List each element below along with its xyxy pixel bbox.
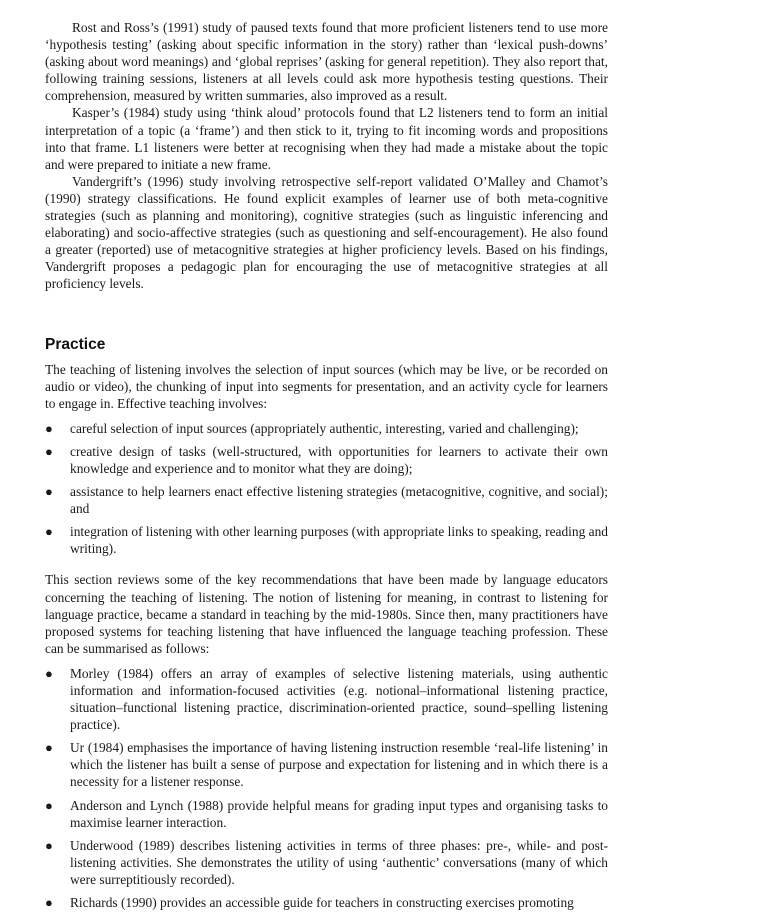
list-item — [45, 739, 608, 790]
effective-teaching-list — [45, 420, 608, 558]
bullet-icon: ● — [45, 420, 53, 436]
paragraph-kasper: Kasper’s (1984) study using ‘think aloud’ protocols found that L2 listeners tend to form an initial interpretation of a topic (a ‘frame’) and then stick to it, trying to fit incoming words and propositions into that frame. L1 listeners were better at recognising when they had made a mistake about the topic and were prepared to initiate a new frame. — [45, 105, 608, 172]
list-item-text: integration of listening with other learning purposes (with appropriate links to speaking, reading and writing). — [70, 524, 608, 557]
list-item-text: assistance to help learners enact effective listening strategies (metacognitive, cognitive, and social); and — [70, 484, 608, 517]
recommendations-list — [45, 665, 608, 911]
list-item-text: Anderson and Lynch (1988) provide helpful means for grading input types and organising tasks to maximise learner interaction. — [70, 797, 608, 830]
list-item-text: Underwood (1989) describes listening activities in terms of three phases: pre-, while- and post-listening activities. She demonstrates the utility of using ‘authentic’ conversations (many of which were surreptitiously recorded). — [70, 837, 608, 887]
bullet-icon: ● — [45, 665, 53, 681]
list-item — [45, 797, 608, 831]
list-item — [45, 837, 608, 888]
paragraph-rost-ross: Rost and Ross’s (1991) study of paused texts found that more proficient listeners tend to use more ‘hypothesis testing’ (asking about specific information in the story) rather than ‘lexical push-downs’ (asking about word meanings) and ‘global reprises’ (asking for general repetition). They also report that, following training sessions, listeners at all levels could ask more hypothesis testing questions. Their comprehension, measured by written summaries, also improved as a result. — [45, 20, 608, 104]
bullet-icon: ● — [45, 740, 53, 756]
paragraph-vandergrift: Vandergrift’s (1996) study involving retrospective self-report validated O’Malley and Chamot’s (1990) strategy classifications. He found explicit examples of learner use of both meta-cognitive strategies (such as planning and monitoring), cognitive strategies (such as linguistic inferencing and elaborating) and socio-affective strategies (such as questioning and self-encouragement). He also found a greater (reported) use of metacognitive strategies at higher proficiency levels. Based on his findings, Vandergrift proposes a pedagogic plan for encouraging the use of metacognitive strategies at all proficiency levels. — [45, 173, 608, 292]
list-item — [45, 443, 608, 477]
bullet-icon: ● — [45, 443, 53, 459]
list-item-text: Ur (1984) emphasises the importance of having listening instruction resemble ‘real-life listening’ in which the listener has built a sense of purpose and expectation for listening and in which there is a necessity for a listener response. — [70, 740, 608, 790]
bullet-icon: ● — [45, 895, 53, 911]
paragraph-review: This section reviews some of the key recommendations that have been made by language educators concerning the teaching of listening. The notion of listening for meaning, in contrast to listening for language practice, became a standard in teaching by the mid-1980s. Since then, many practitioners have proposed systems for teaching listening that have influenced the language teaching profession. These can be summarised as follows: — [45, 572, 608, 656]
list-item — [45, 483, 608, 517]
list-item-text: Morley (1984) offers an array of examples of selective listening materials, using authentic information and information-focused activities (e.g. notional–informational listening practice, situation–functional listening practice, discrimination-oriented practice, sound–spelling listening practice). — [70, 665, 608, 733]
bullet-icon: ● — [45, 837, 53, 853]
list-item — [45, 665, 608, 733]
list-item — [45, 420, 608, 437]
list-item — [45, 523, 608, 557]
list-item-text: Richards (1990) provides an accessible guide for teachers in constructing exercises promoting — [70, 895, 574, 911]
section-heading-practice: Practice — [45, 335, 106, 353]
bullet-icon: ● — [45, 484, 53, 500]
list-item-text: careful selection of input sources (appropriately authentic, interesting, varied and challenging); — [70, 420, 579, 436]
bullet-icon: ● — [45, 524, 53, 540]
list-item-text: creative design of tasks (well-structured, with opportunities for learners to activate their own knowledge and experience and to monitor what they are doing); — [70, 443, 608, 476]
page-content — [45, 19, 608, 917]
list-item — [45, 894, 608, 911]
bullet-icon: ● — [45, 797, 53, 813]
paragraph-practice-intro: The teaching of listening involves the selection of input sources (which may be live, or be recorded on audio or video), the chunking of input into segments for presentation, and an activity cycle for learners to engage in. Effective teaching involves: — [45, 361, 608, 411]
